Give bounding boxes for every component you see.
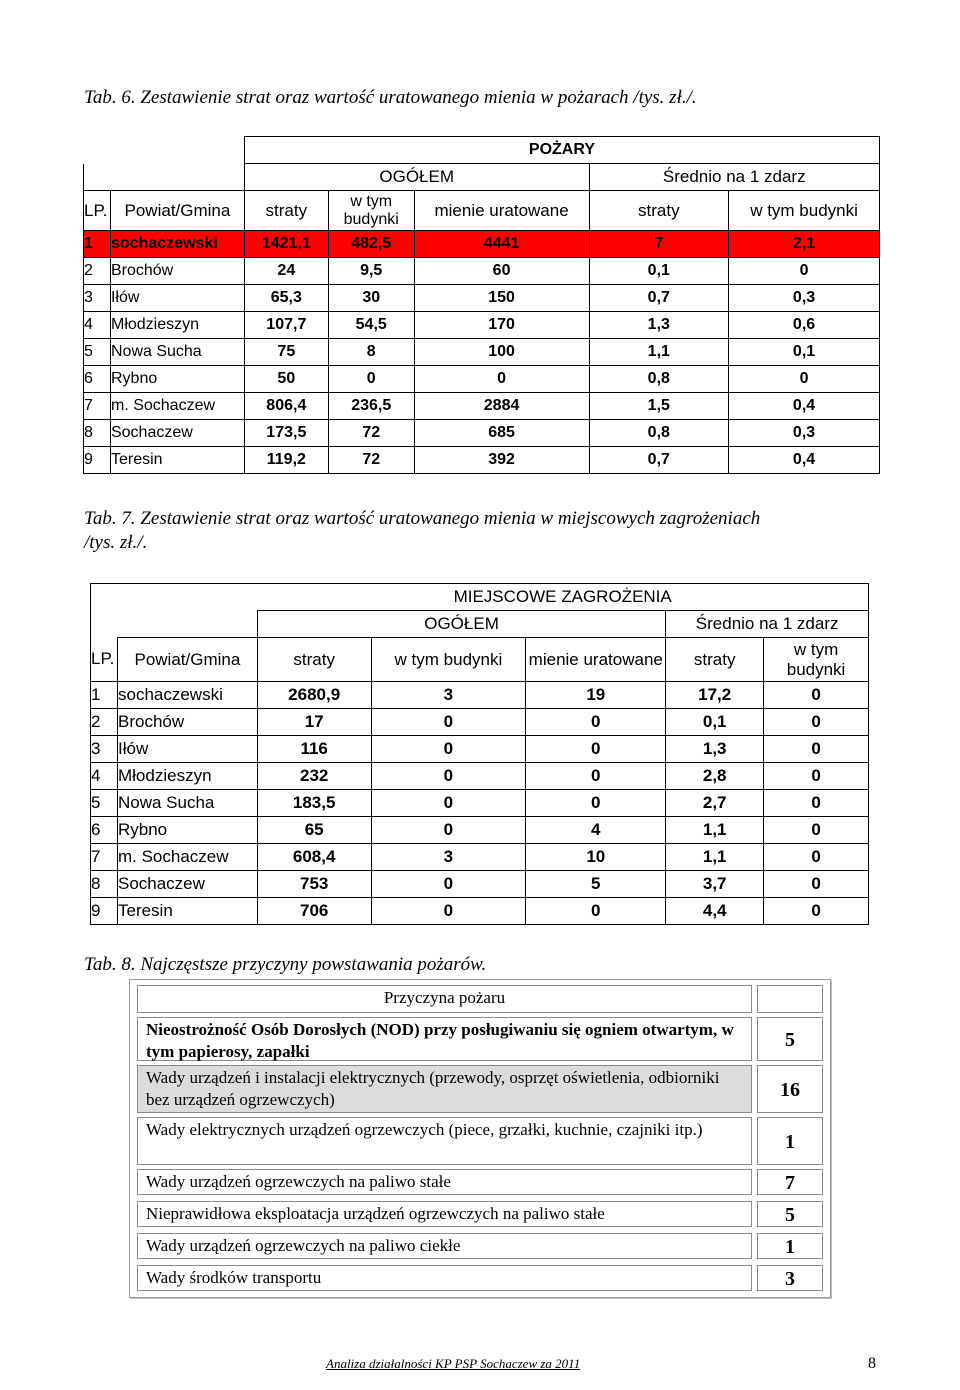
row-straty: 116 [257,736,371,763]
page-number: 8 [868,1355,876,1372]
row-avg-budynki: 0,1 [729,339,880,366]
row-name: Sochaczew [117,871,257,898]
cause-text: Wady środków transportu [137,1265,752,1291]
threats-avg-label: Średnio na 1 zdarz [666,611,869,638]
row-lp: 3 [91,736,118,763]
col-name: Powiat/Gmina [117,638,257,682]
row-avg-straty: 0,7 [589,447,729,474]
table-row [91,709,869,736]
table-row [91,763,869,790]
row-mienie: 685 [414,420,589,447]
row-budynki: 9,5 [328,258,414,285]
cause-count: 1 [757,1233,823,1259]
row-lp: 1 [91,682,118,709]
row-lp: 8 [91,871,118,898]
table-row [91,898,869,925]
row-budynki: 0 [371,763,526,790]
table-row [91,682,869,709]
row-avg-straty: 7 [589,231,729,258]
row-avg-straty: 1,3 [589,312,729,339]
tab7-caption-line1: Tab. 7. Zestawienie strat oraz wartość uratowanego mienia w miejscowych zagrożeniach [84,508,761,529]
table-row [91,790,869,817]
row-name: Teresin [117,898,257,925]
cause-text: Wady urządzeń ogrzewczych na paliwo ciekłe [137,1233,752,1259]
local-threats-table [90,583,869,925]
row-lp: 2 [91,709,118,736]
row-name: Nowa Sucha [110,339,244,366]
cause-text: Nieprawidłowa eksploatacja urządzeń ogrzewczych na paliwo stałe [137,1201,752,1227]
table-row [91,844,869,871]
row-avg-straty: 2,7 [666,790,764,817]
row-name: Iłów [117,736,257,763]
row-name: Rybno [117,817,257,844]
col-avg-budynki [764,638,869,682]
row-mienie: 170 [414,312,589,339]
col-straty: straty [244,191,328,231]
row-mienie: 0 [526,898,666,925]
row-name: sochaczewski [110,231,244,258]
row-mienie: 2884 [414,393,589,420]
table-row [84,366,880,393]
row-avg-straty: 1,1 [666,844,764,871]
row-name: Młodzieszyn [110,312,244,339]
row-avg-budynki: 0,6 [729,312,880,339]
row-straty: 806,4 [244,393,328,420]
row-name: sochaczewski [117,682,257,709]
row-mienie: 10 [526,844,666,871]
col-lp: LP. [91,638,118,682]
row-straty: 183,5 [257,790,371,817]
row-mienie: 60 [414,258,589,285]
row-budynki: 0 [371,790,526,817]
row-mienie: 0 [526,790,666,817]
cause-text: Wady urządzeń i instalacji elektrycznych (przewody, osprzęt oświetlenia, odbiorniki bez urządzeń ogrzewczych) [137,1065,752,1113]
row-avg-straty: 1,1 [666,817,764,844]
row-mienie: 392 [414,447,589,474]
row-lp: 2 [84,258,111,285]
row-budynki: 0 [371,817,526,844]
cause-count: 7 [757,1169,823,1195]
row-avg-budynki: 0 [764,844,869,871]
row-budynki: 72 [328,447,414,474]
row-budynki: 8 [328,339,414,366]
table-row [84,420,880,447]
row-avg-straty: 0,8 [589,420,729,447]
threats-group-title: MIEJSCOWE ZAGROŻENIA [257,584,868,611]
row-lp: 3 [84,285,111,312]
row-mienie: 100 [414,339,589,366]
row-mienie: 4 [526,817,666,844]
row-budynki: 0 [371,709,526,736]
row-name: Nowa Sucha [117,790,257,817]
row-avg-straty: 4,4 [666,898,764,925]
col-name: Powiat/Gmina [110,191,244,231]
causes-header: Przyczyna pożaru [137,985,752,1013]
row-name: Brochów [117,709,257,736]
row-avg-budynki: 0,3 [729,285,880,312]
cause-text: Nieostrożność Osób Dorosłych (NOD) przy posługiwaniu się ogniem otwartym, w tym papierosy, zapałki [137,1017,752,1061]
row-lp: 4 [84,312,111,339]
row-avg-budynki: 0 [764,763,869,790]
causes-header-count [757,985,823,1013]
col-avg-budynki-text: w tym budynki [786,639,846,679]
cause-count: 3 [757,1265,823,1291]
cause-text: Wady urządzeń ogrzewczych na paliwo stałe [137,1169,752,1195]
fires-avg-label: Średnio na 1 zdarz [589,164,880,191]
row-avg-budynki: 0 [764,682,869,709]
tab7-caption-line2: /tys. zł./. [84,532,148,553]
row-budynki: 482,5 [328,231,414,258]
table-row [84,447,880,474]
table-row [84,231,880,258]
row-lp: 6 [91,817,118,844]
row-straty: 65,3 [244,285,328,312]
table-row [84,285,880,312]
col-lp: LP. [84,191,111,231]
row-mienie: 0 [526,736,666,763]
row-avg-straty: 2,8 [666,763,764,790]
row-straty: 173,5 [244,420,328,447]
row-lp: 5 [84,339,111,366]
row-straty: 2680,9 [257,682,371,709]
row-budynki: 54,5 [328,312,414,339]
row-avg-straty: 0,1 [589,258,729,285]
row-straty: 107,7 [244,312,328,339]
threats-overall-label: OGÓŁEM [257,611,665,638]
row-name: Młodzieszyn [117,763,257,790]
row-name: Iłów [110,285,244,312]
table-row [91,736,869,763]
row-straty: 232 [257,763,371,790]
row-straty: 24 [244,258,328,285]
row-lp: 7 [91,844,118,871]
row-avg-straty: 0,7 [589,285,729,312]
fires-overall-label: OGÓŁEM [244,164,589,191]
row-avg-budynki: 0 [764,790,869,817]
row-straty: 65 [257,817,371,844]
row-avg-straty: 0,1 [666,709,764,736]
row-budynki: 236,5 [328,393,414,420]
row-avg-budynki: 0,4 [729,393,880,420]
table-row [84,258,880,285]
col-budynki: w tym budynki [371,638,526,682]
row-name: Teresin [110,447,244,474]
row-budynki: 3 [371,682,526,709]
row-avg-budynki: 0 [764,736,869,763]
row-avg-budynki: 2,1 [729,231,880,258]
row-straty: 1421,1 [244,231,328,258]
cause-count: 5 [757,1201,823,1227]
row-budynki: 3 [371,844,526,871]
col-budynki-text: w tym budynki [343,192,399,228]
row-lp: 5 [91,790,118,817]
row-budynki: 72 [328,420,414,447]
cause-count: 5 [757,1017,823,1061]
row-avg-straty: 17,2 [666,682,764,709]
tab6-caption: Tab. 6. Zestawienie strat oraz wartość uratowanego mienia w pożarach /tys. zł./. [84,87,697,108]
row-avg-straty: 1,1 [589,339,729,366]
row-avg-budynki: 0 [729,258,880,285]
row-avg-budynki: 0,3 [729,420,880,447]
col-avg-straty: straty [589,191,729,231]
row-budynki: 0 [371,898,526,925]
cause-count: 1 [757,1117,823,1165]
row-name: m. Sochaczew [110,393,244,420]
row-straty: 753 [257,871,371,898]
row-mienie: 0 [414,366,589,393]
row-avg-straty: 1,3 [666,736,764,763]
row-avg-straty: 0,8 [589,366,729,393]
row-budynki: 0 [328,366,414,393]
row-straty: 75 [244,339,328,366]
col-budynki [328,191,414,231]
row-mienie: 0 [526,709,666,736]
fire-causes-table [129,979,831,1298]
row-straty: 50 [244,366,328,393]
col-straty: straty [257,638,371,682]
row-lp: 6 [84,366,111,393]
row-lp: 8 [84,420,111,447]
row-straty: 17 [257,709,371,736]
row-lp: 1 [84,231,111,258]
row-mienie: 0 [526,763,666,790]
row-mienie: 4441 [414,231,589,258]
table-row [91,871,869,898]
row-avg-budynki: 0 [764,898,869,925]
tab8-caption: Tab. 8. Najczęstsze przyczyny powstawania pożarów. [84,954,487,975]
col-avg-straty: straty [666,638,764,682]
row-avg-budynki: 0,4 [729,447,880,474]
footer-text: Analiza działalności KP PSP Sochaczew za 2011 [326,1356,581,1371]
row-budynki: 30 [328,285,414,312]
table-row [84,339,880,366]
cause-text: Wady elektrycznych urządzeń ogrzewczych (piece, grzałki, kuchnie, czajniki itp.) [137,1117,752,1165]
col-mienie: mienie uratowane [526,638,666,682]
row-mienie: 5 [526,871,666,898]
row-avg-straty: 3,7 [666,871,764,898]
row-straty: 706 [257,898,371,925]
table-row [91,817,869,844]
table-row [84,393,880,420]
row-mienie: 19 [526,682,666,709]
row-budynki: 0 [371,871,526,898]
table-row [84,312,880,339]
row-lp: 7 [84,393,111,420]
row-lp: 9 [91,898,118,925]
row-lp: 4 [91,763,118,790]
fires-group-title: POŻARY [244,137,879,164]
row-name: Sochaczew [110,420,244,447]
row-avg-straty: 1,5 [589,393,729,420]
row-avg-budynki: 0 [764,817,869,844]
row-mienie: 150 [414,285,589,312]
row-lp: 9 [84,447,111,474]
fires-table [83,136,880,474]
row-avg-budynki: 0 [764,871,869,898]
cause-count: 16 [757,1065,823,1113]
row-straty: 608,4 [257,844,371,871]
row-name: m. Sochaczew [117,844,257,871]
row-name: Rybno [110,366,244,393]
row-budynki: 0 [371,736,526,763]
col-avg-budynki: w tym budynki [729,191,880,231]
row-name: Brochów [110,258,244,285]
row-avg-budynki: 0 [729,366,880,393]
row-straty: 119,2 [244,447,328,474]
row-avg-budynki: 0 [764,709,869,736]
col-mienie: mienie uratowane [414,191,589,231]
